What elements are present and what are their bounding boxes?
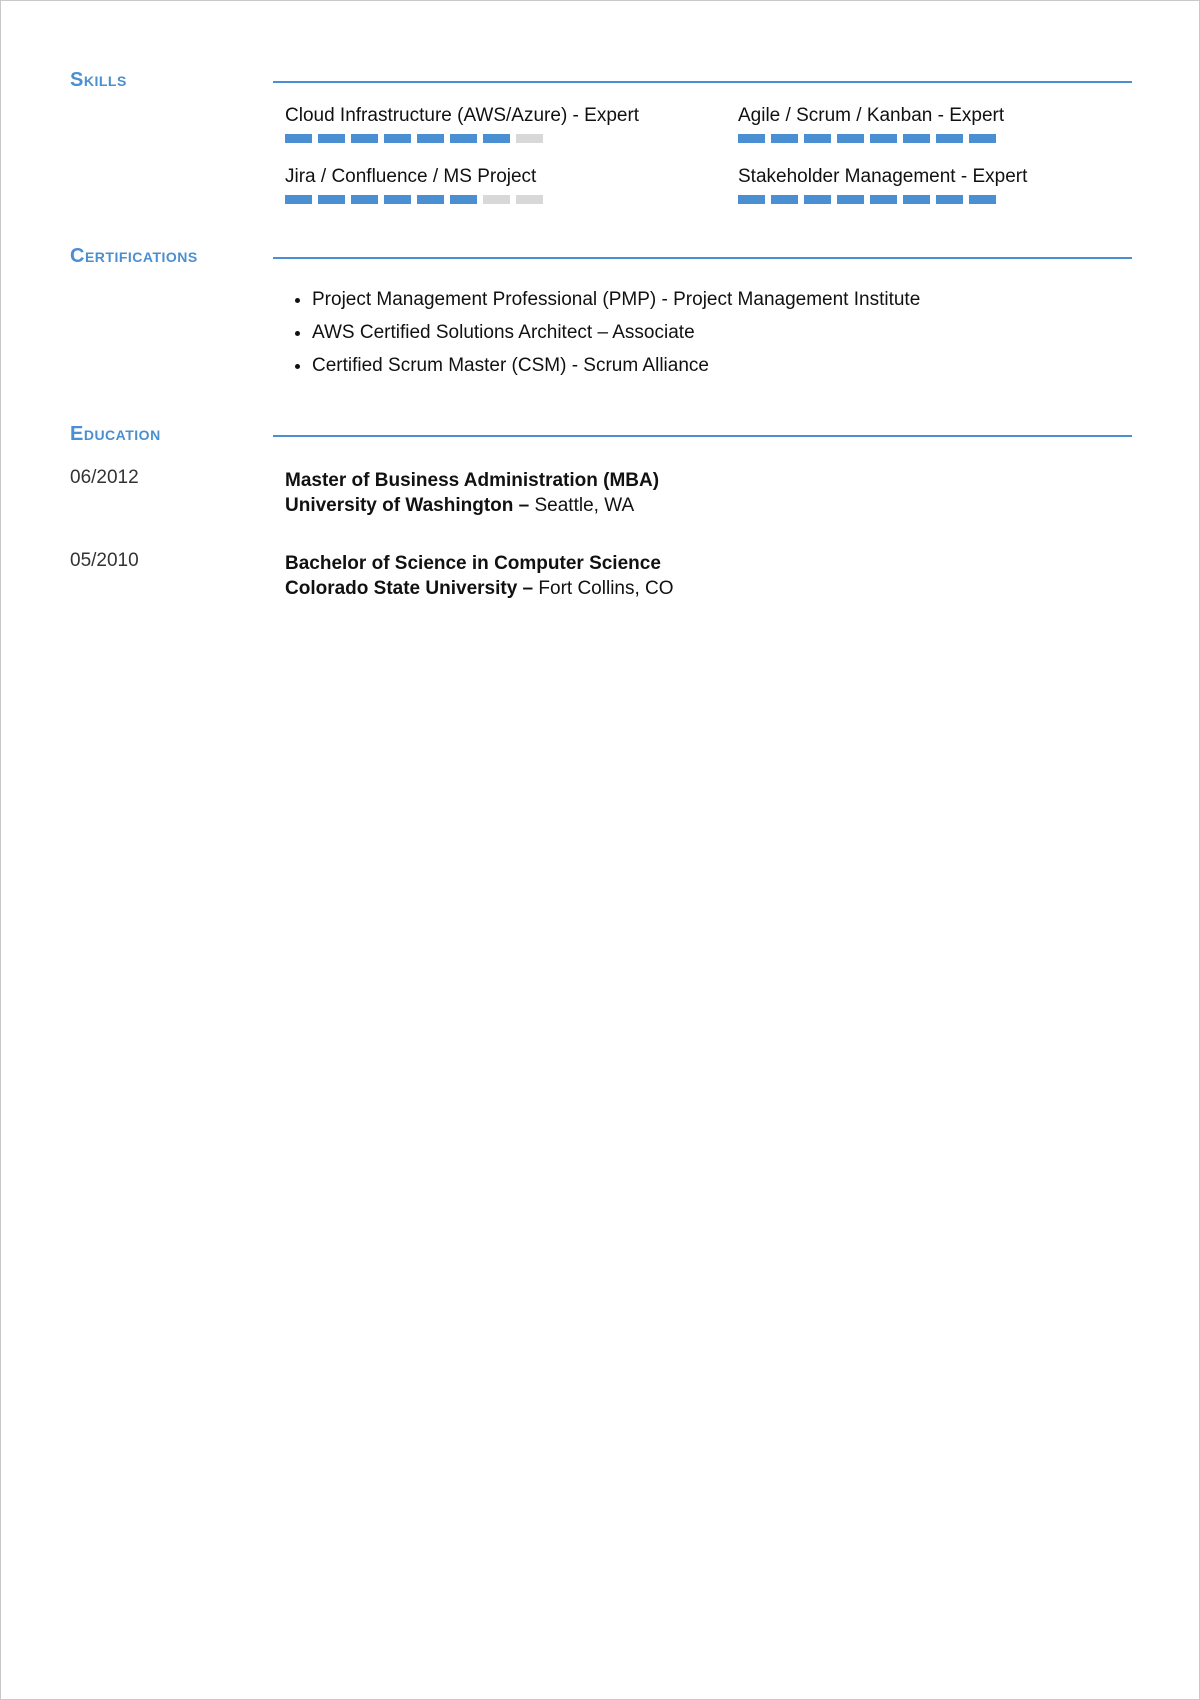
skill-level-segment-filled [804,195,831,204]
skill-item [285,105,685,143]
certifications-heading: Certifications [70,245,198,267]
education-details [285,551,674,601]
certification-item: • AWS Certified Solutions Architect – Associate [312,322,920,344]
skills-divider [273,81,1132,83]
skill-level-segment-filled [318,134,345,143]
skill-level-segment-filled [903,195,930,204]
skill-level-segment-filled [417,134,444,143]
skill-level-segment-filled [417,195,444,204]
skills-heading: Skills [70,69,127,91]
education-date: 05/2010 [70,550,139,571]
skill-level-segment-filled [738,134,765,143]
skill-item [738,105,1138,143]
skill-level-bar [738,134,1138,143]
education-date: 06/2012 [70,467,139,488]
skill-level-segment-filled [738,195,765,204]
skill-item [285,166,685,204]
degree-title: Master of Business Administration (MBA) [285,470,660,491]
skill-level-bar [738,195,1138,204]
education-heading: Education [70,423,161,445]
certifications-divider [273,257,1132,259]
skill-name: Jira / Confluence / MS Project [285,166,537,187]
certifications-list [285,289,920,388]
skill-level-bar [285,195,685,204]
skills-section [70,69,1132,219]
certification-item: • Project Management Professional (PMP) - Project Management Institute [312,289,920,311]
education-details [285,468,659,518]
skill-item [738,166,1138,204]
skill-level-segment-filled [936,134,963,143]
skill-level-segment-filled [771,195,798,204]
school-location: Seattle, WA [534,495,635,516]
education-divider [273,435,1132,437]
skill-level-segment-filled [837,134,864,143]
certification-item: • Certified Scrum Master (CSM) - Scrum Alliance [312,355,920,377]
skill-level-bar [285,134,685,143]
school-line [285,576,674,601]
skill-level-segment-filled [969,134,996,143]
skill-name: Cloud Infrastructure (AWS/Azure) - Expert [285,105,640,126]
skill-level-segment-filled [483,134,510,143]
degree-title: Bachelor of Science in Computer Science [285,553,661,574]
skill-level-segment-filled [450,195,477,204]
skill-level-segment-filled [285,195,312,204]
skill-level-segment-filled [285,134,312,143]
school-location: Fort Collins, CO [538,578,674,599]
skill-level-segment-filled [384,134,411,143]
skill-level-segment-filled [771,134,798,143]
skill-level-segment-filled [318,195,345,204]
skill-level-segment-empty [516,134,543,143]
school-name: University of Washington – [285,495,530,516]
school-name: Colorado State University – [285,578,534,599]
skill-level-segment-filled [936,195,963,204]
skill-level-segment-filled [804,134,831,143]
skill-name: Stakeholder Management - Expert [738,166,1028,187]
skill-level-segment-empty [516,195,543,204]
skill-level-segment-empty [483,195,510,204]
skill-level-segment-filled [351,134,378,143]
skill-level-segment-filled [870,134,897,143]
school-line [285,493,659,518]
education-section [70,423,1132,623]
skill-level-segment-filled [351,195,378,204]
skill-level-segment-filled [450,134,477,143]
skill-level-segment-filled [837,195,864,204]
skill-level-segment-filled [969,195,996,204]
skill-level-segment-filled [870,195,897,204]
skill-level-segment-filled [903,134,930,143]
skill-level-segment-filled [384,195,411,204]
certifications-section [70,245,1132,385]
skill-name: Agile / Scrum / Kanban - Expert [738,105,1005,126]
